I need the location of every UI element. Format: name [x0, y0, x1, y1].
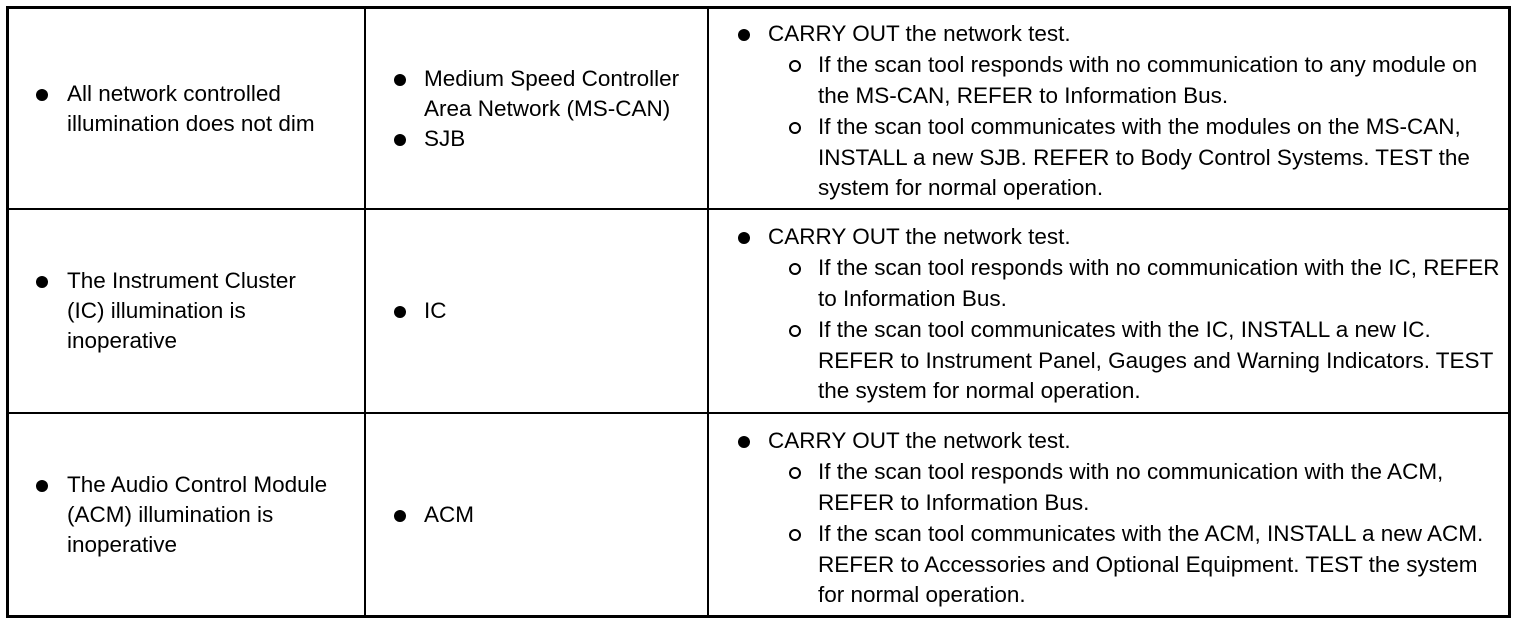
bullet-icon: [394, 510, 406, 522]
bullet-icon: [36, 89, 48, 101]
circle-bullet-icon: [789, 263, 801, 275]
bullet-icon: [738, 436, 750, 448]
bullet-icon: [36, 480, 48, 492]
list-item: [366, 64, 702, 124]
source-cell: [366, 9, 709, 208]
action-text: CARRY OUT the network test.: [768, 224, 1071, 249]
symptom-text: The Instrument Cluster (IC) illumination is inoperative: [67, 268, 296, 353]
table-row: [9, 414, 1508, 615]
bullet-icon: [394, 306, 406, 318]
symptom-text: The Audio Control Module (ACM) illumination is inoperative: [67, 471, 328, 557]
source-cell: [366, 210, 709, 412]
source-cell: [366, 414, 709, 615]
source-text: ACM: [424, 501, 474, 527]
sub-action-text: If the scan tool responds with no communication with the ACM, REFER to Information Bus.: [818, 459, 1444, 515]
action-text: CARRY OUT the network test.: [768, 21, 1071, 46]
source-text: IC: [424, 298, 447, 323]
bullet-icon: [394, 134, 406, 146]
bullet-icon: [738, 232, 750, 244]
list-item: [9, 266, 337, 356]
symptom-cell: [9, 414, 366, 615]
sub-action-text: If the scan tool responds with no communication with the IC, REFER to Information Bus.: [818, 255, 1500, 311]
list-item: [709, 19, 1508, 49]
diagnostic-table: [6, 6, 1511, 618]
action-cell: [709, 9, 1508, 208]
list-item: [366, 500, 702, 530]
list-item: [9, 470, 357, 560]
action-cell: [709, 210, 1508, 412]
sub-action-text: If the scan tool communicates with the IC, INSTALL a new IC. REFER to Instrument Panel, Gauges and Warning Indicators. TEST the system for normal operation.: [818, 317, 1493, 403]
list-item: [709, 519, 1508, 611]
bullet-icon: [394, 74, 406, 86]
bullet-icon: [36, 276, 48, 288]
table-row: [9, 9, 1508, 210]
list-item: [709, 222, 1508, 252]
table-row: [9, 210, 1508, 414]
source-text: Medium Speed Controller Area Network (MS-CAN): [424, 65, 680, 121]
sub-action-text: If the scan tool responds with no communication to any module on the MS-CAN, REFER to Information Bus.: [818, 52, 1478, 108]
list-item: [366, 296, 702, 326]
list-item: [9, 79, 337, 139]
symptom-text: All network controlled illumination does not dim: [67, 80, 315, 136]
circle-bullet-icon: [789, 60, 801, 72]
circle-bullet-icon: [789, 122, 801, 134]
symptom-cell: [9, 9, 366, 208]
action-cell: [709, 414, 1508, 615]
list-item: [366, 124, 702, 154]
sub-action-text: If the scan tool communicates with the modules on the MS-CAN, INSTALL a new SJB. REFER to Body Control Systems. TEST the system for normal operation.: [818, 114, 1470, 200]
list-item: [709, 457, 1508, 518]
symptom-cell: [9, 210, 366, 412]
action-text: CARRY OUT the network test.: [768, 428, 1071, 453]
bullet-icon: [738, 29, 750, 41]
circle-bullet-icon: [789, 467, 801, 479]
circle-bullet-icon: [789, 529, 801, 541]
list-item: [709, 315, 1508, 407]
list-item: [709, 50, 1508, 111]
list-item: [709, 426, 1508, 456]
list-item: [709, 112, 1508, 204]
sub-action-text: If the scan tool communicates with the ACM, INSTALL a new ACM. REFER to Accessories and Optional Equipment. TEST the system for normal operation.: [818, 521, 1484, 607]
source-text: SJB: [424, 125, 466, 151]
circle-bullet-icon: [789, 325, 801, 337]
list-item: [709, 253, 1508, 314]
